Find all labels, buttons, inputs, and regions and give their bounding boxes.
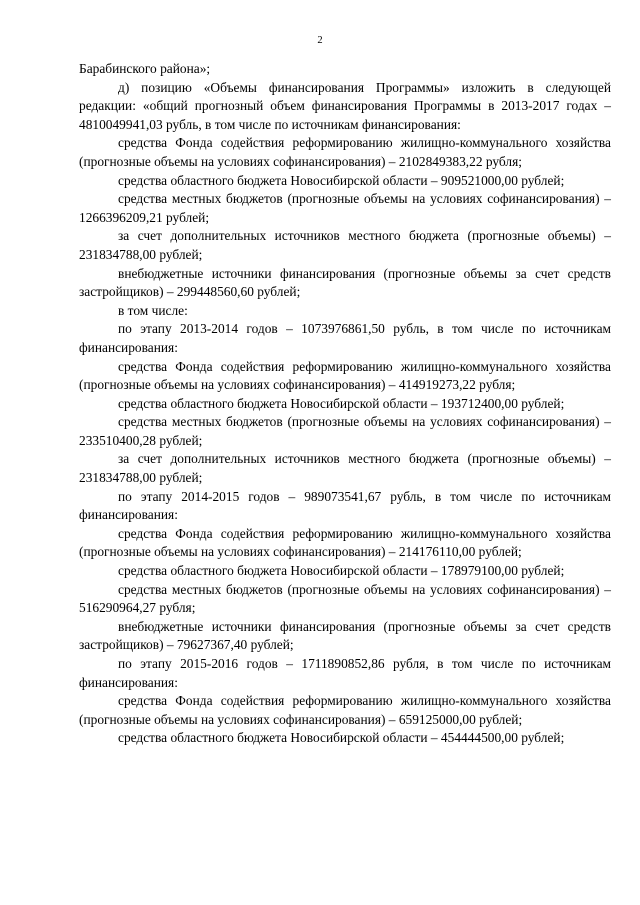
paragraph-stage2-fund: средства Фонда содействия реформированию жилищно-коммунального хозяйства (прогнозные объемы на условиях софинансирования) – 214176110,00 рублей; (79, 525, 611, 560)
paragraph-stage-2013-2014: по этапу 2013-2014 годов – 1073976861,50 рубль, в том числе по источникам финансирования: (79, 321, 611, 355)
paragraph-additional-local-total: за счет дополнительных источников местного бюджета (прогнозные объемы) – 231834788,00 рублей; (79, 228, 611, 262)
page-number: 2 (317, 35, 323, 46)
paragraph-item-d-intro: д) позицию «Объемы финансирования Программы» изложить в следующей редакции: «общий прогнозный объем финансирования Программы в 2013-2017 годах – 4810049941,03 рубль, в том числе по источникам финансирования: (79, 79, 611, 132)
document-body (79, 60, 611, 748)
paragraph-continuation: Барабинского района»; (79, 61, 211, 76)
paragraph-fund-total: средства Фонда содействия реформированию жилищно-коммунального хозяйства (прогнозные объемы на условиях софинансирования) – 2102849383,22 рубля; (79, 135, 611, 169)
paragraph-stage1-additional: за счет дополнительных источников местного бюджета (прогнозные объемы) – 231834788,00 рублей; (79, 451, 611, 486)
paragraph-extrabudgetary-total: внебюджетные источники финансирования (прогнозные объемы за счет средств застройщиков) – 299448560,60 рублей; (79, 265, 611, 300)
paragraph-stage2-regional: средства областного бюджета Новосибирской области – 178979100,00 рублей; (118, 563, 565, 579)
paragraph-stage-2015-2016: по этапу 2015-2016 годов – 1711890852,86 рубля, в том числе по источникам финансирования: (79, 656, 611, 690)
paragraph-including: в том числе: (118, 302, 188, 318)
paragraph-regional-budget-total: средства областного бюджета Новосибирской области – 909521000,00 рублей; (118, 172, 565, 188)
paragraph-stage3-regional: средства областного бюджета Новосибирской области – 454444500,00 рублей; (118, 730, 565, 746)
paragraph-stage2-local: средства местных бюджетов (прогнозные объемы на условиях софинансирования) – 516290964,27 рубля; (79, 581, 611, 616)
paragraph-stage-2014-2015: по этапу 2014-2015 годов – 989073541,67 рубль, в том числе по источникам финансирования: (79, 488, 611, 523)
paragraph-stage1-fund: средства Фонда содействия реформированию жилищно-коммунального хозяйства (прогнозные объемы на условиях софинансирования) – 414919273,22 рубля; (79, 358, 611, 393)
paragraph-local-budgets-total: средства местных бюджетов (прогнозные объемы на условиях софинансирования) – 1266396209,21 рублей; (79, 191, 611, 225)
paragraph-stage2-extrabudgetary: внебюджетные источники финансирования (прогнозные объемы за счет средств застройщиков) – 79627367,40 рублей; (79, 618, 611, 653)
paragraph-stage3-fund: средства Фонда содействия реформированию жилищно-коммунального хозяйства (прогнозные объемы на условиях софинансирования) – 659125000,00 рублей; (79, 693, 611, 727)
paragraph-stage1-regional: средства областного бюджета Новосибирской области – 193712400,00 рублей; (118, 395, 565, 411)
paragraph-stage1-local: средства местных бюджетов (прогнозные объемы на условиях софинансирования) – 233510400,28 рублей; (79, 414, 611, 448)
